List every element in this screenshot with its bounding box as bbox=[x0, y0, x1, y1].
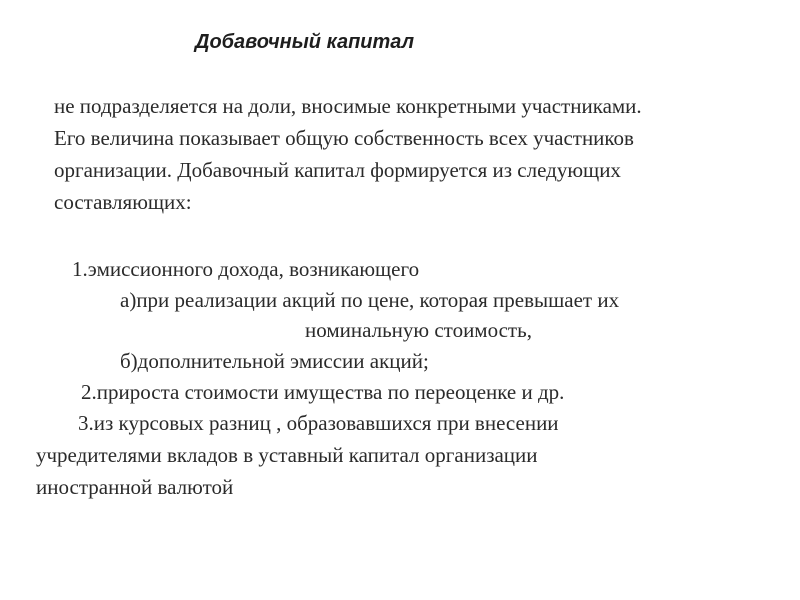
list-item-2: 2.прироста стоимости имущества по переоценке и др. bbox=[81, 380, 565, 404]
intro-line-4: составляющих: bbox=[54, 190, 192, 214]
list-item-3-continuation-2: иностранной валютой bbox=[36, 475, 234, 499]
intro-line-3: организации. Добавочный капитал формируется из следующих bbox=[54, 158, 621, 182]
list-subitem-a: а)при реализации акций по цене, которая превышает их bbox=[120, 288, 620, 312]
intro-line-1: не подразделяется на доли, вносимые конкретными участниками. bbox=[54, 94, 642, 118]
slide-title: Добавочный капитал bbox=[195, 31, 415, 53]
list-item-3: 3.из курсовых разниц , образовавшихся при внесении bbox=[78, 411, 559, 435]
intro-line-2: Его величина показывает общую собственность всех участников bbox=[54, 126, 634, 150]
list-item-3-continuation-1: учредителями вкладов в уставный капитал организации bbox=[36, 443, 538, 467]
list-subitem-b: б)дополнительной эмиссии акций; bbox=[120, 349, 429, 373]
list-item-1: 1.эмиссионного дохода, возникающего bbox=[72, 257, 420, 281]
list-subitem-a-continuation: номинальную стоимость, bbox=[305, 318, 532, 342]
